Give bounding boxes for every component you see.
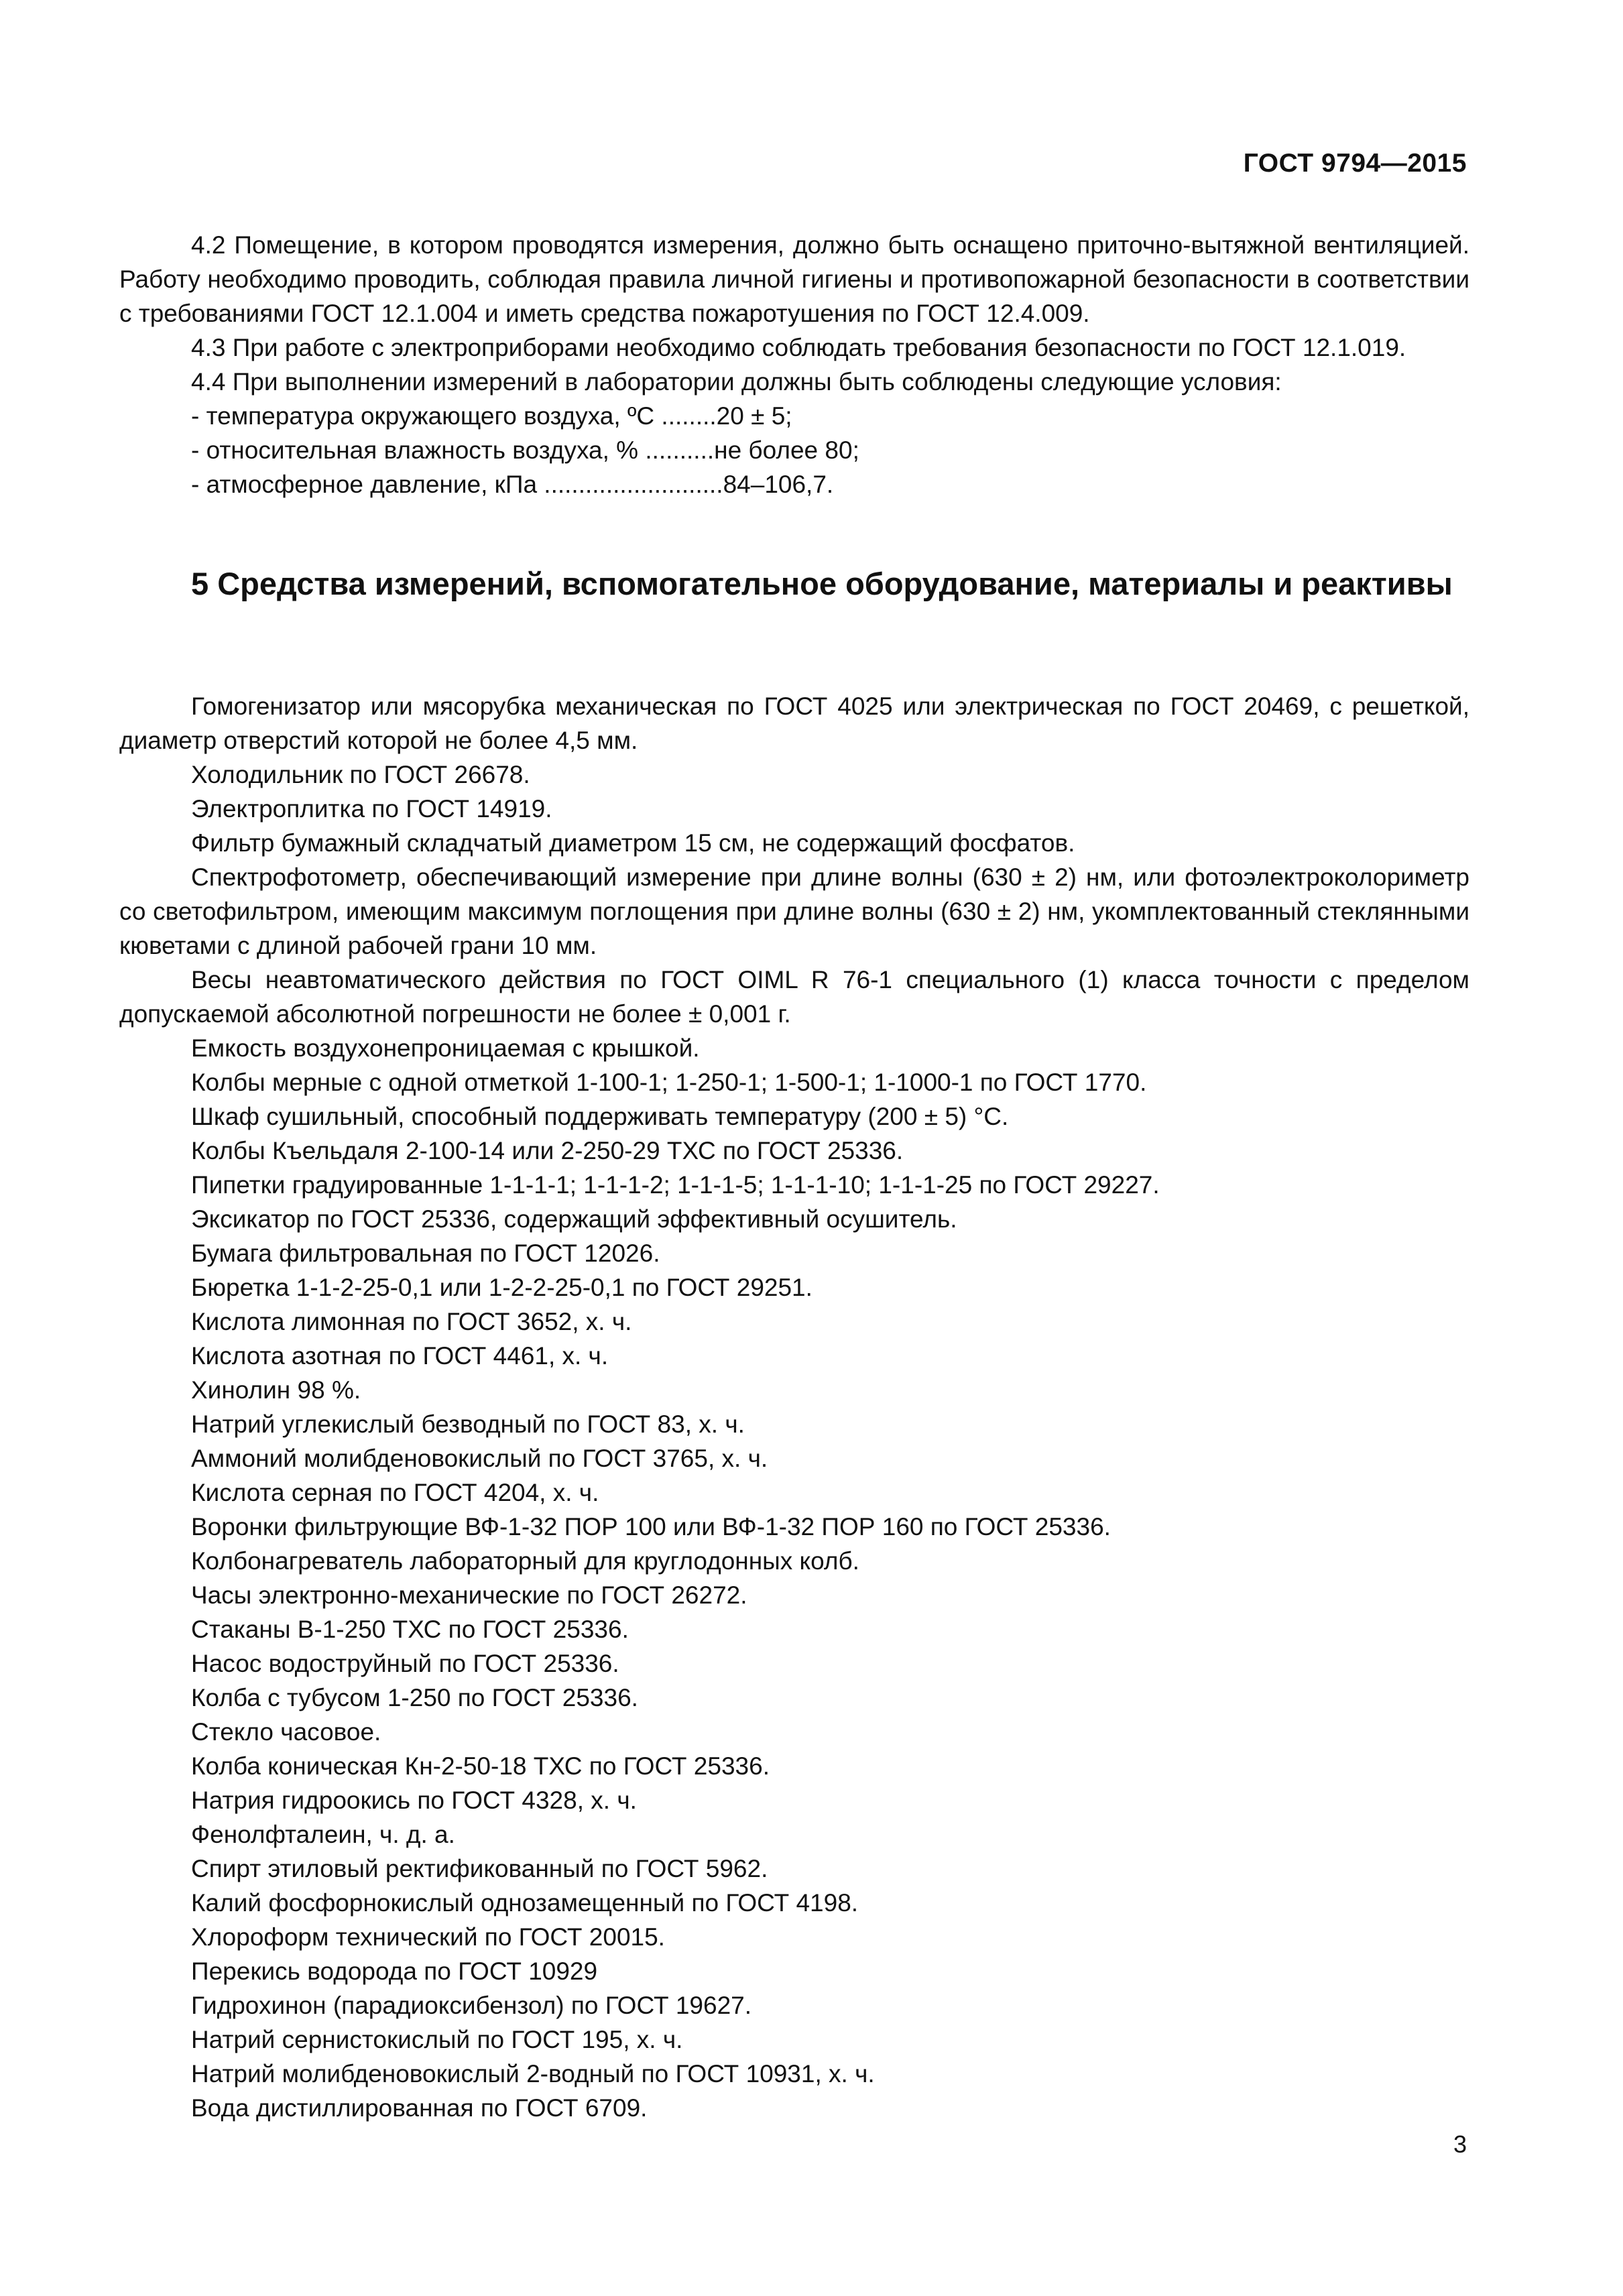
list-item: Емкость воздухонепроницаемая с крышкой. [191, 1034, 700, 1062]
paragraph: Спектрофотометр, обеспечивающий измерение при длине волны (630 ± 2) нм, или фотоэлектроколориметр со светофильтром, имеющим максимум поглощения при длине волны (630 ± 2) нм, укомплектованный стеклянными кюветами с длиной рабочей грани 10 мм. [119, 863, 1469, 959]
list-item: Хлороформ технический по ГОСТ 20015. [191, 1923, 665, 1951]
paragraph: Холодильник по ГОСТ 26678. [191, 761, 530, 788]
list-item: Кислота азотная по ГОСТ 4461, х. ч. [191, 1342, 609, 1370]
paragraph-4-4: 4.4 При выполнении измерений в лаборатории должны быть соблюдены следующие условия: [191, 368, 1282, 396]
list-item: Хинолин 98 %. [191, 1376, 361, 1404]
list-item: Стекло часовое. [191, 1718, 381, 1746]
list-item: Кислота серная по ГОСТ 4204, х. ч. [191, 1479, 599, 1506]
condition-humidity: - относительная влажность воздуха, % ..........не более 80; [191, 436, 859, 464]
list-item: Колбы Къельдаля 2-100-14 или 2-250-29 ТХС по ГОСТ 25336. [191, 1137, 904, 1164]
condition-temperature: - температура окружающего воздуха, ºС ........20 ± 5; [191, 402, 792, 430]
page-number: 3 [1453, 2130, 1467, 2158]
list-item: Натрий сернистокислый по ГОСТ 195, х. ч. [191, 2026, 683, 2053]
list-item: Колбы мерные с одной отметкой 1-100-1; 1-250-1; 1-500-1; 1-1000-1 по ГОСТ 1770. [191, 1069, 1147, 1096]
document-header: ГОСТ 9794—2015 [1243, 149, 1467, 178]
list-item: Вода дистиллированная по ГОСТ 6709. [191, 2094, 648, 2122]
list-item: Натрий молибденовокислый 2-водный по ГОСТ 10931, х. ч. [191, 2060, 875, 2088]
list-item: Фенолфталеин, ч. д. а. [191, 1821, 455, 1848]
paragraph-4-2: 4.2 Помещение, в котором проводятся измерения, должно быть оснащено приточно-вытяжной вентиляцией. Работу необходимо проводить, соблюдая правила личной гигиены и противопожарной безопасности в соответствии с требованиями ГОСТ 12.1.004 и иметь средства пожаротушения по ГОСТ 12.4.009. [119, 231, 1469, 327]
section-5-title: 5 Средства измерений, вспомогательное оборудование, материалы и реактивы [191, 566, 1453, 601]
list-item: Спирт этиловый ректификованный по ГОСТ 5962. [191, 1855, 768, 1882]
list-item: Натрия гидроокись по ГОСТ 4328, х. ч. [191, 1787, 637, 1814]
list-item: Натрий углекислый безводный по ГОСТ 83, х. ч. [191, 1410, 745, 1438]
list-item: Перекись водорода по ГОСТ 10929 [191, 1957, 598, 1985]
list-item: Шкаф сушильный, способный поддерживать температуру (200 ± 5) °С. [191, 1103, 1009, 1130]
paragraph-4-3: 4.3 При работе с электроприборами необходимо соблюдать требования безопасности по ГОСТ 12.1.019. [191, 334, 1406, 361]
section-4-text [119, 228, 1469, 501]
list-item: Колба коническая Кн-2-50-18 ТХС по ГОСТ 25336. [191, 1752, 770, 1780]
paragraph: Весы неавтоматического действия по ГОСТ OIML R 76-1 специального (1) класса точности с пределом допускаемой абсолютной погрешности не более ± 0,001 г. [119, 966, 1469, 1028]
list-item: Бюретка 1-1-2-25-0,1 или 1-2-2-25-0,1 по ГОСТ 29251. [191, 1274, 813, 1301]
list-item: Калий фосфорнокислый однозамещенный по ГОСТ 4198. [191, 1889, 859, 1917]
equipment-list [119, 1031, 1469, 2125]
list-item: Бумага фильтровальная по ГОСТ 12026. [191, 1240, 660, 1267]
list-item: Воронки фильтрующие ВФ-1-32 ПОР 100 или ВФ-1-32 ПОР 160 по ГОСТ 25336. [191, 1513, 1111, 1540]
list-item: Насос водоструйный по ГОСТ 25336. [191, 1650, 619, 1677]
paragraph: Электроплитка по ГОСТ 14919. [191, 795, 552, 823]
list-item: Аммоний молибденовокислый по ГОСТ 3765, х. ч. [191, 1445, 768, 1472]
paragraph: Фильтр бумажный складчатый диаметром 15 см, не содержащий фосфатов. [191, 829, 1075, 857]
list-item: Гидрохинон (парадиоксибензол) по ГОСТ 19627. [191, 1992, 752, 2019]
list-item: Колбонагреватель лабораторный для круглодонных колб. [191, 1547, 859, 1575]
list-item: Эксикатор по ГОСТ 25336, содержащий эффективный осушитель. [191, 1205, 957, 1233]
condition-pressure: - атмосферное давление, кПа ..........................84–106,7. [191, 471, 834, 498]
list-item: Часы электронно-механические по ГОСТ 26272. [191, 1581, 747, 1609]
paragraph: Гомогенизатор или мясорубка механическая по ГОСТ 4025 или электрическая по ГОСТ 20469, с решеткой, диаметр отверстий которой не более 4,5 мм. [119, 692, 1469, 754]
list-item: Колба с тубусом 1-250 по ГОСТ 25336. [191, 1684, 638, 1711]
list-item: Пипетки градуированные 1-1-1-1; 1-1-1-2; 1-1-1-5; 1-1-1-10; 1-1-1-25 по ГОСТ 29227. [191, 1171, 1160, 1199]
list-item: Кислота лимонная по ГОСТ 3652, х. ч. [191, 1308, 632, 1335]
section-5-text [119, 689, 1469, 2125]
list-item: Стаканы В-1-250 ТХС по ГОСТ 25336. [191, 1616, 629, 1643]
